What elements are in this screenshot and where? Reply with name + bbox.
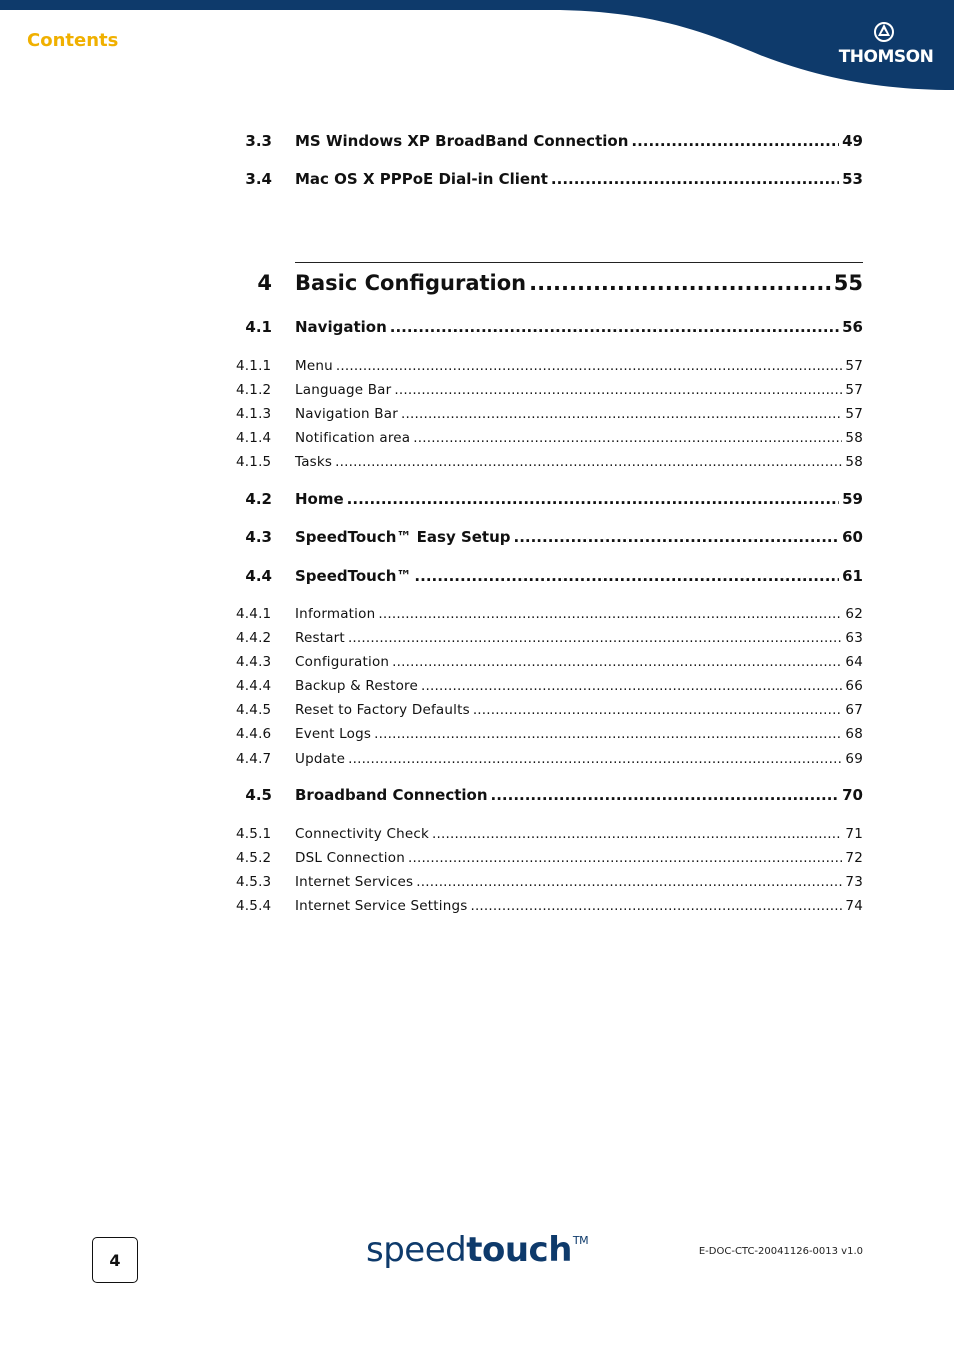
- toc-entry-3-3[interactable]: [230, 132, 863, 152]
- toc-page: 72: [845, 850, 863, 866]
- toc-leader: [347, 490, 839, 508]
- toc-leader: [336, 358, 843, 374]
- toc-title: SpeedTouch™ Easy Setup: [295, 528, 511, 546]
- toc-page: 71: [845, 826, 863, 842]
- toc-number: 4.4: [245, 567, 272, 585]
- toc-entry[interactable]: [230, 850, 863, 868]
- toc-entry[interactable]: [230, 606, 863, 624]
- toc-entry[interactable]: [230, 826, 863, 844]
- toc-entry[interactable]: [230, 630, 863, 648]
- toc-number: 4.4.6: [236, 726, 272, 742]
- toc-title: Connectivity Check: [295, 826, 430, 842]
- toc-leader: [408, 850, 842, 866]
- toc-number: 4.1.5: [236, 454, 272, 470]
- toc-leader: [414, 567, 839, 585]
- toc-title: Reset to Factory Defaults: [295, 702, 470, 718]
- toc-page: 58: [845, 430, 863, 446]
- toc-title: Menu: [295, 358, 333, 374]
- toc-leader: [551, 170, 839, 188]
- toc-leader: [473, 702, 843, 718]
- toc-title: DSL Connection: [295, 850, 405, 866]
- toc-entry[interactable]: [230, 490, 863, 510]
- thomson-logo-icon: [873, 21, 895, 43]
- toc-page: 68: [845, 726, 863, 742]
- toc-title: Basic Configuration: [295, 271, 527, 295]
- toc-page: 66: [845, 678, 863, 694]
- toc-number: 4.5.4: [236, 898, 272, 914]
- toc-page: 49: [842, 132, 863, 150]
- toc-page: 60: [842, 528, 863, 546]
- toc-entry[interactable]: [230, 702, 863, 720]
- toc-leader: [416, 874, 842, 890]
- toc-title: Information: [295, 606, 376, 622]
- toc-number: 3.3: [245, 132, 272, 150]
- toc-title: Home: [295, 490, 344, 508]
- toc-page: 58: [845, 454, 863, 470]
- logo-bold-text: touch: [466, 1230, 572, 1270]
- toc-page: 74: [845, 898, 863, 914]
- toc-leader: [378, 606, 842, 622]
- toc-leader: [348, 751, 842, 767]
- page-number: 4: [92, 1237, 138, 1283]
- logo-trademark: TM: [572, 1234, 589, 1247]
- toc-title: Navigation: [295, 318, 387, 336]
- toc-number: 4.1: [245, 318, 272, 336]
- toc-entry[interactable]: [230, 654, 863, 672]
- toc-title: Backup & Restore: [295, 678, 419, 694]
- toc-number: 4.1.1: [236, 358, 272, 374]
- toc-leader: [374, 726, 842, 742]
- toc-page: 53: [842, 170, 863, 188]
- toc-entry[interactable]: [230, 454, 863, 472]
- toc-page: 70: [842, 786, 863, 804]
- toc-leader: [413, 430, 842, 446]
- toc-leader: [631, 132, 839, 150]
- toc-page: 61: [842, 567, 863, 585]
- toc-title: Language Bar: [295, 382, 392, 398]
- toc-page: 67: [845, 702, 863, 718]
- toc-number: 4.4.1: [236, 606, 272, 622]
- toc-leader: [432, 826, 842, 842]
- toc-number: 4.1.2: [236, 382, 272, 398]
- toc-number: 4.5: [245, 786, 272, 804]
- toc-entry[interactable]: [230, 874, 863, 892]
- toc-title: Tasks: [295, 454, 333, 470]
- toc-page: 69: [845, 751, 863, 767]
- toc-title: Configuration: [295, 654, 390, 670]
- toc-leader: [529, 271, 831, 295]
- logo-light-text: speed: [366, 1230, 467, 1270]
- toc-number: 4.1.3: [236, 406, 272, 422]
- toc-leader: [394, 382, 842, 398]
- toc-entry[interactable]: [230, 898, 863, 916]
- toc-page: 56: [842, 318, 863, 336]
- header-banner: [0, 0, 954, 95]
- chapter-divider: [295, 262, 863, 263]
- toc-page: 57: [845, 382, 863, 398]
- toc-page: 57: [845, 358, 863, 374]
- toc-number: 4.3: [245, 528, 272, 546]
- section-title: Contents: [27, 30, 119, 51]
- toc-leader: [401, 406, 842, 422]
- toc-entry[interactable]: [230, 358, 863, 376]
- toc-page: 64: [845, 654, 863, 670]
- toc-page: 73: [845, 874, 863, 890]
- toc-title: Update: [295, 751, 346, 767]
- toc-page: 62: [845, 606, 863, 622]
- toc-leader: [392, 654, 842, 670]
- toc-leader: [514, 528, 840, 546]
- toc-title: Navigation Bar: [295, 406, 398, 422]
- toc-title: Broadband Connection: [295, 786, 488, 804]
- toc-title: MS Windows XP BroadBand Connection: [295, 132, 629, 150]
- toc-entry[interactable]: [230, 528, 863, 548]
- toc-title: SpeedTouch™: [295, 567, 412, 585]
- toc-entry-3-4[interactable]: [230, 170, 863, 190]
- toc-page: 57: [845, 406, 863, 422]
- toc-entry[interactable]: [230, 678, 863, 696]
- toc-number: 3.4: [245, 170, 272, 188]
- toc-number: 4.4.4: [236, 678, 272, 694]
- toc-chapter-4[interactable]: [230, 271, 863, 299]
- toc-number: 4.5.3: [236, 874, 272, 890]
- speedtouch-logo: [366, 1230, 588, 1270]
- toc-number: 4.4.3: [236, 654, 272, 670]
- toc-number: 4.5.1: [236, 826, 272, 842]
- toc-leader: [421, 678, 842, 694]
- toc-title: Internet Services: [295, 874, 414, 890]
- toc-leader: [491, 786, 840, 804]
- toc-entry[interactable]: [230, 382, 863, 400]
- toc-number: 4: [257, 271, 272, 295]
- brand-name: THOMSON: [838, 47, 934, 67]
- toc-page: 55: [833, 271, 863, 295]
- toc-entry[interactable]: [230, 726, 863, 744]
- toc-entry[interactable]: [230, 786, 863, 806]
- toc-title: Notification area: [295, 430, 411, 446]
- toc-entry[interactable]: [230, 430, 863, 448]
- toc-leader: [335, 454, 842, 470]
- toc-number: 4.5.2: [236, 850, 272, 866]
- toc-number: 4.4.5: [236, 702, 272, 718]
- toc-number: 4.2: [245, 490, 272, 508]
- toc-page: 63: [845, 630, 863, 646]
- toc-number: 4.4.2: [236, 630, 272, 646]
- toc-number: 4.1.4: [236, 430, 272, 446]
- document-reference: E-DOC-CTC-20041126-0013 v1.0: [698, 1246, 863, 1257]
- toc-entry[interactable]: [230, 318, 863, 338]
- toc-leader: [470, 898, 842, 914]
- toc-entry[interactable]: [230, 751, 863, 769]
- toc-entry[interactable]: [230, 406, 863, 424]
- toc-page: 59: [842, 490, 863, 508]
- toc-leader: [348, 630, 842, 646]
- toc-leader: [390, 318, 839, 336]
- toc-entry[interactable]: [230, 567, 863, 587]
- toc-title: Internet Service Settings: [295, 898, 468, 914]
- toc-title: Mac OS X PPPoE Dial-in Client: [295, 170, 548, 188]
- toc-title: Event Logs: [295, 726, 372, 742]
- toc-number: 4.4.7: [236, 751, 272, 767]
- toc-title: Restart: [295, 630, 345, 646]
